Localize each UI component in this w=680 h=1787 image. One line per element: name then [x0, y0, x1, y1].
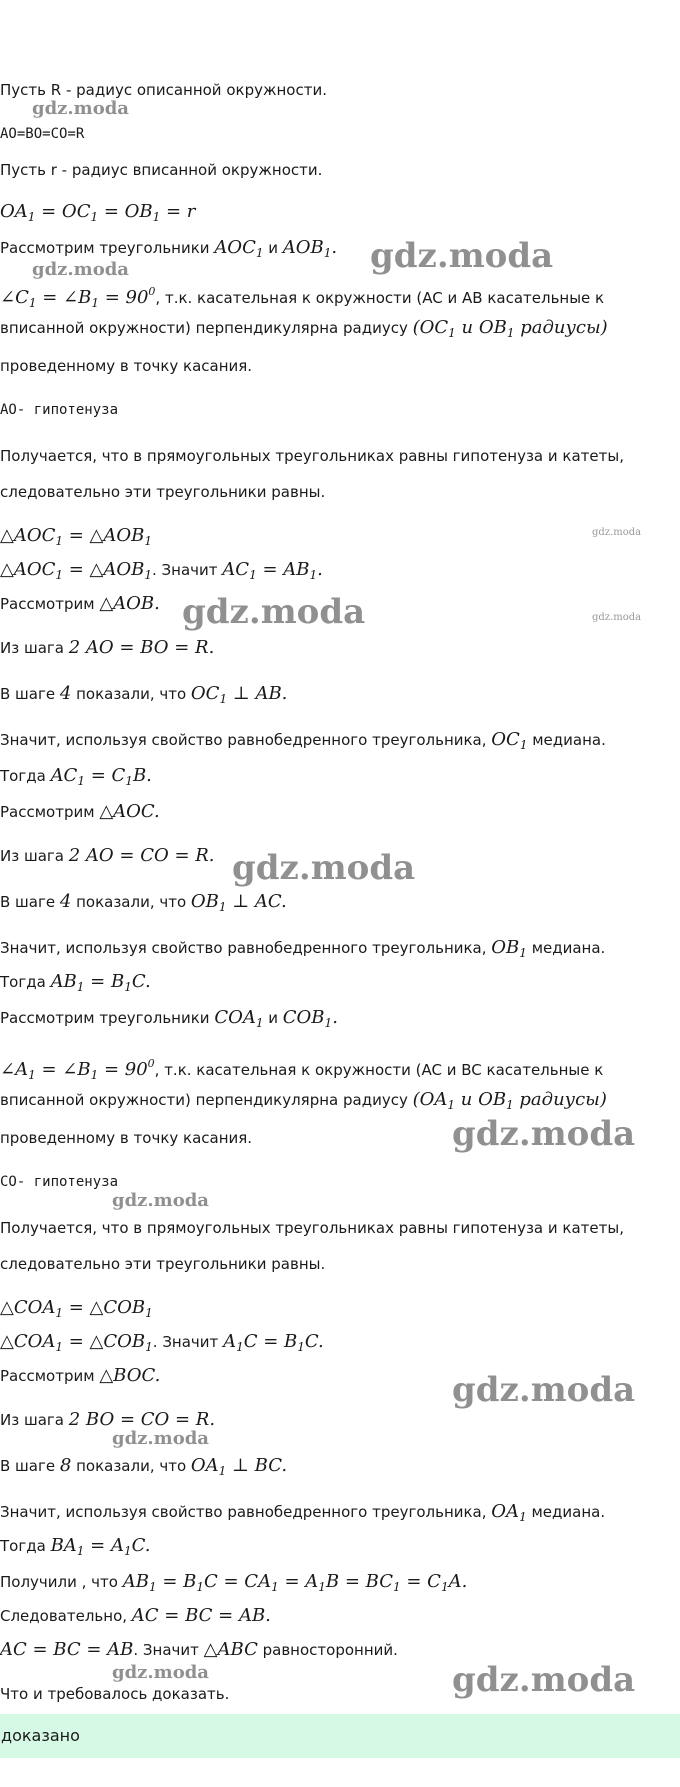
text-line: Значит, используя свойство равнобедренного треугольника, $OC_1$ медиана.: [0, 729, 606, 752]
watermark: gdz.moda: [452, 1114, 636, 1154]
watermark: gdz.moda: [32, 259, 129, 280]
text-line: проведенному в точку касания.: [0, 1129, 253, 1147]
text-line: вписанной окружности) перпендикулярна радиусу ($OC_1$ и $OB_1$ радиусы): [0, 317, 608, 340]
text-line: Тогда $AB_1 = B_1C$.: [0, 971, 151, 994]
text-line: Значит, используя свойство равнобедренного треугольника, $OB_1$ медиана.: [0, 937, 606, 960]
watermark: gdz.moda: [182, 592, 366, 632]
text-line: Следовательно, AC = BC = AB.: [0, 1605, 271, 1626]
text-line: Рассмотрим △BOC.: [0, 1365, 161, 1386]
text-line: Получается, что в прямоугольных треугольниках равны гипотенуза и катеты,: [0, 447, 624, 465]
watermark: gdz.moda: [112, 1190, 209, 1211]
text-line: AC = BC = AB. Значит △ABC равносторонний.: [0, 1639, 398, 1660]
text-line: Рассмотрим треугольники $AOC_1$ и $AOB_1$.: [0, 237, 338, 260]
text-line: AO=BO=CO=R: [0, 126, 85, 142]
math-line: $\triangle COA_1$ = $\triangle COB_1$: [0, 1297, 153, 1320]
text-line: Что и требовалось доказать.: [0, 1685, 230, 1703]
watermark: gdz.moda: [592, 612, 642, 623]
watermark: gdz.moda: [452, 1370, 636, 1410]
text-line: проведенному в точку касания.: [0, 357, 253, 375]
text-line: CO- гипотенуза: [0, 1174, 119, 1190]
text-line: Из шага 2 BO = CO = R.: [0, 1409, 216, 1430]
text-line: В шаге 4 показали, что $OC_1$ ⊥ AB.: [0, 683, 288, 706]
answer-box: [0, 1714, 680, 1758]
watermark: gdz.moda: [370, 236, 554, 276]
text-line: Рассмотрим △AOC.: [0, 801, 160, 822]
text-line: В шаге 8 показали, что $OA_1$ ⊥ BC.: [0, 1455, 288, 1478]
text-line: Из шага 2 AO = BO = R.: [0, 637, 215, 658]
text-line: Значит, используя свойство равнобедренного треугольника, $OA_1$ медиана.: [0, 1501, 606, 1524]
answer-label: доказано: [1, 1726, 80, 1745]
watermark: gdz.moda: [592, 527, 642, 538]
text-line: Из шага 2 AO = CO = R.: [0, 845, 215, 866]
text-line: Рассмотрим △AOB.: [0, 593, 160, 614]
watermark: gdz.moda: [452, 1660, 636, 1700]
text-line: Пусть R - радиус описанной окружности.: [0, 81, 327, 99]
text-line: Тогда $AC_1 = C_1B$.: [0, 765, 152, 788]
watermark: gdz.moda: [232, 848, 416, 888]
math-line: $\triangle AOC_1$ = $\triangle AOB_1$: [0, 525, 153, 548]
math-line: $OA_1 = OC_1 = OB_1 = r$: [0, 201, 196, 224]
text-line: AO- гипотенуза: [0, 402, 119, 418]
watermark: gdz.moda: [112, 1428, 209, 1449]
watermark: gdz.moda: [112, 1662, 209, 1683]
text-line: Тогда $BA_1 = A_1C$.: [0, 1535, 151, 1558]
text-line: следовательно эти треугольники равны.: [0, 483, 326, 501]
text-line: $\triangle AOC_1$ = $\triangle AOB_1$. Значит $AC_1 = AB_1$.: [0, 559, 323, 582]
text-line: $\angle A_1$ = $\angle B_1 = 90^0$, т.к. касательная к окружности (AC и BC касательные к: [0, 1057, 604, 1082]
text-line: $\triangle COA_1$ = $\triangle COB_1$. Значит $A_1C = B_1C$.: [0, 1331, 324, 1354]
text-line: В шаге 4 показали, что $OB_1$ ⊥ AC.: [0, 891, 287, 914]
text-line: Получается, что в прямоугольных треугольниках равны гипотенуза и катеты,: [0, 1219, 624, 1237]
text-line: вписанной окружности) перпендикулярна радиусу ($OA_1$ и $OB_1$ радиусы): [0, 1089, 607, 1112]
text-line: Получили , что $AB_1 = B_1C = CA_1 = A_1B = BC_1 = C_1A$.: [0, 1571, 468, 1594]
text-line: следовательно эти треугольники равны.: [0, 1255, 326, 1273]
text-line: Рассмотрим треугольники $COA_1$ и $COB_1$.: [0, 1007, 338, 1030]
text-line: $\angle C_1$ = $\angle B_1 = 90^0$, т.к. касательная к окружности (AC и AB касательные к: [0, 285, 605, 310]
watermark: gdz.moda: [32, 98, 129, 119]
text-line: Пусть r - радиус вписанной окружности.: [0, 161, 323, 179]
